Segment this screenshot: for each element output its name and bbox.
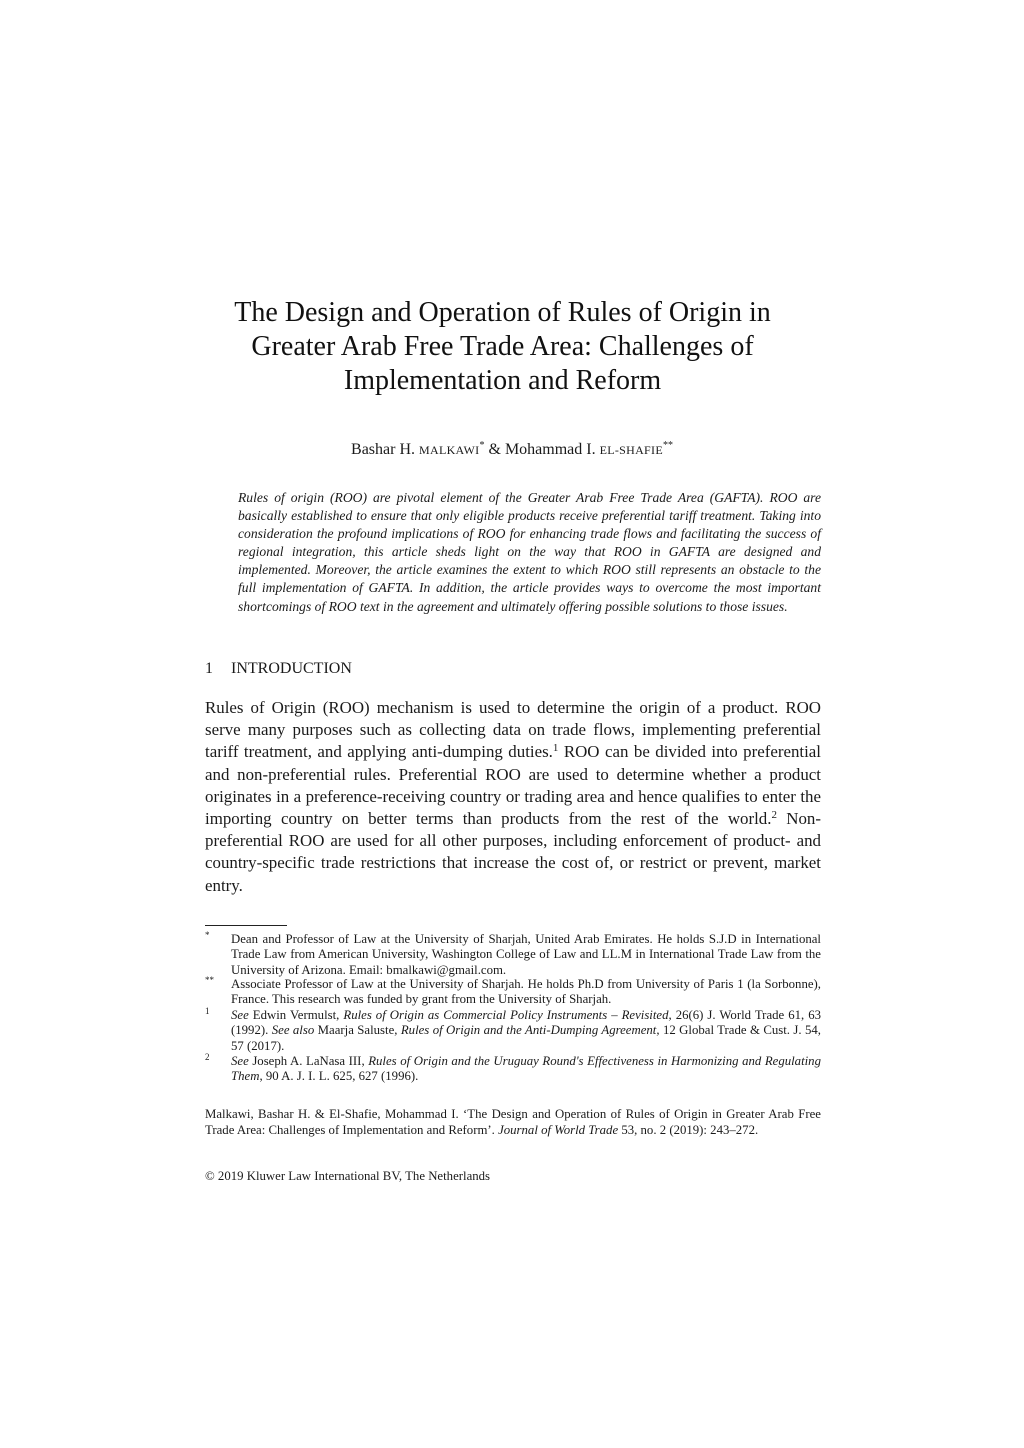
title-line-1: The Design and Operation of Rules of Origin in — [234, 297, 771, 328]
footnote-text-run: 12 Global Trade & Cust. J. 54, 57 (2017). — [231, 1023, 821, 1053]
body-text-part-3: Non-preferential ROO are used for all other purposes, including enforcement of product- and country-specific trade restrictions that increase the cost of, or restrict or prevent, market entry. — [205, 809, 821, 895]
copyright-notice: © 2019 Kluwer Law International BV, The Netherlands — [205, 1169, 491, 1183]
cited-title: Rules of Origin and the Uruguay Round's Effectiveness in Harmonizing and Regulating Them — [231, 1054, 821, 1084]
introduction-paragraph — [205, 697, 821, 897]
footnote-divider — [205, 925, 287, 926]
footnote-1 — [205, 1008, 821, 1054]
signal-see: See — [231, 1008, 249, 1022]
footnote-author-2 — [205, 977, 821, 1008]
footnote-text-run: , 90 A. J. I. L. 625, 627 (1996). — [259, 1069, 419, 1084]
title-line-2: Greater Arab Free Trade Area: Challenges of — [251, 331, 754, 362]
footnote-text-run: Joseph A. LaNasa III, — [248, 1054, 369, 1068]
footnote-author-1 — [205, 932, 821, 978]
body-text-part-1: Rules of Origin (ROO) mechanism is used to determine the origin of a product. ROO serve many purposes such as collecting data on trade flows, implementing preferential tariff treatment, and applying anti-dumping duties. — [205, 698, 821, 762]
footnote-mark: 2 — [205, 1052, 210, 1062]
footnote-text: Dean and Professor of Law at the University of Sharjah, United Arab Emirates. He holds S.J.D in International Trade Law from American University, Washington College of Law and LL.M in International Trade Law from the University of Arizona. Email: bmalkawi@gmail.com. — [231, 932, 821, 977]
signal-see: See — [231, 1054, 249, 1068]
author-2-given-name: Mohammad I. — [504, 441, 600, 458]
cited-title: Rules of Origin as Commercial Policy Instruments – Revisited, — [343, 1008, 672, 1022]
citation-text: 53, no. 2 (2019): 243–272. — [618, 1122, 759, 1137]
footnote-mark: * — [205, 930, 210, 940]
section-title: INTRODUCTION — [231, 660, 352, 677]
footnote-text-run: Maarja Saluste, — [314, 1023, 401, 1038]
footnote-mark: 1 — [205, 1006, 210, 1016]
footnote-ref-2: 2 — [771, 809, 777, 822]
author-separator: & — [484, 441, 505, 458]
author-1-given-name: Bashar H. — [351, 441, 420, 458]
footnote-text — [231, 1054, 821, 1085]
author-2-surname: EL-SHAFIE — [599, 443, 663, 457]
section-heading — [205, 659, 352, 679]
title-line-3: Implementation and Reform — [343, 365, 662, 396]
author-1-surname: MALKAWI — [419, 443, 480, 457]
journal-name: Journal of World Trade — [498, 1122, 619, 1137]
citation-text: Malkawi, Bashar H. & El-Shafie, Mohammad I. ‘The Design and Operation of Rules of Origin in Greater Arab Free Trade Area: Challenges of Implementation and Reform’. — [205, 1107, 821, 1137]
footnote-text — [231, 1008, 821, 1054]
body-text-part-2: ROO can be divided into preferential and non-preferential rules. Preferential ROO are used to determine whether a product originates in a preference-receiving country or trading area and hence qualifies to enter the importing country on better terms than products from the rest of the world. — [205, 742, 821, 829]
footnote-text-run: 26(6) J. World Trade 61, 63 (1992). — [231, 1008, 822, 1038]
footnote-2 — [205, 1054, 821, 1085]
author-1-footnote-mark: * — [479, 440, 485, 451]
cited-title: Rules of Origin and the Anti-Dumping Agreement, — [400, 1023, 660, 1038]
footnote-mark: ** — [205, 975, 214, 985]
footnote-text: Associate Professor of Law at the University of Sharjah. He holds Ph.D from University of Paris 1 (la Sorbonne), France. This research was funded by grant from the University of Sharjah. — [231, 977, 821, 1007]
section-number: 1 — [205, 660, 213, 677]
footnote-ref-1: 1 — [552, 742, 559, 755]
article-citation — [205, 1107, 821, 1138]
author-line — [205, 440, 819, 460]
abstract: Rules of origin (ROO) are pivotal element of the Greater Arab Free Trade Area (GAFTA). ROO are basically established to ensure that only eligible products receive preferential tariff treatment. Taking into consideration the profound implications of ROO for enhancing trade flows and facilitating the success of regional integration, this article sheds light on the way that ROO in GAFTA are designed and implemented. Moreover, the article examines the extent to which ROO still represents an obstacle to the full implementation of GAFTA. In addition, the article provides ways to overcome the most important shortcomings of ROO text in the agreement and ultimately offering possible solutions to those issues. — [238, 490, 821, 614]
signal-see-also: See also — [271, 1023, 315, 1038]
article-title — [180, 296, 825, 398]
author-2-footnote-mark: ** — [662, 440, 673, 451]
footnote-text-run: Edwin Vermulst, — [248, 1008, 344, 1022]
